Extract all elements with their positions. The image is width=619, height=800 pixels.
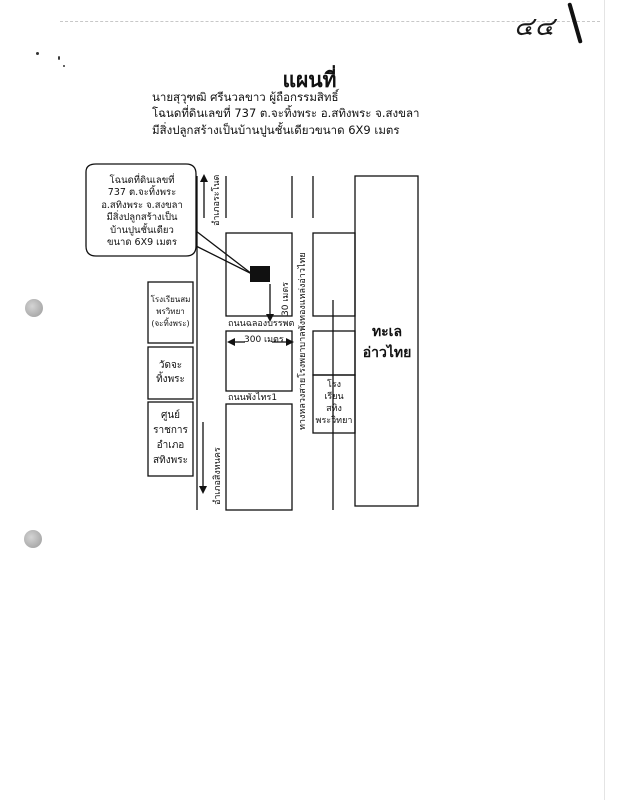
school-west-label: โรงเรียนสม พรวิทยา (จะทิ้งพระ) <box>150 295 191 328</box>
lower-block <box>226 404 292 510</box>
callout-pointer <box>196 231 252 274</box>
callout-line: มีสิ่งปลูกสร้างเป็น <box>106 212 178 224</box>
chalong-banpot-road-label: ถนนฉลองบรรพต <box>228 319 295 329</box>
callout-line: ขนาด 6X9 เมตร <box>107 237 177 249</box>
gulf-of-thailand-label: ทะเล อ่าวไทย <box>362 324 412 361</box>
phang-phrai-road-label: ถนนพังไทร1 <box>228 393 278 403</box>
callout-line: บ้านปูนชั้นเดียว <box>110 224 174 236</box>
ranot-road-label: อำเภอระโนด <box>212 174 222 226</box>
callout-line: โฉนดที่ดินเลขที่ <box>109 175 175 186</box>
deed-line: โฉนดที่ดินเลขที่ 737 ต.จะทิ้งพระ อ.สทิงพระ จ.สงขลา <box>152 106 420 120</box>
temple-label: วัดจะ ทิ้งพระ <box>156 360 185 385</box>
middle-east-block <box>313 331 355 375</box>
distance-30m-label: 30 เมตร <box>281 281 291 316</box>
callout-pointer <box>196 246 252 274</box>
upper-east-block <box>313 233 355 316</box>
owner-line: นายสุวุฑฒิ ศรีนวลขาว ผู้ถือกรรมสิทธิ์ <box>152 90 339 104</box>
distance-300m-label: 300 เมตร <box>244 335 284 345</box>
callout-line: อ.สทิงพระ จ.สงขลา <box>101 199 183 211</box>
gov-center-label: ศูนย์ ราชการ อำเภอ สทิงพระ <box>153 410 188 466</box>
singhanakhon-road-label: อำเภอสิงหนคร <box>213 447 223 505</box>
highway-road-label: ทางหลวงสายโรงพยาบาลพังทองแหล่งอ่าวไทย <box>298 252 308 430</box>
callout-line: 737 ต.จะทิ้งพระ <box>107 187 177 199</box>
house-marker <box>250 266 270 282</box>
building-line: มีสิ่งปลูกสร้างเป็นบ้านปูนชั้นเดียวขนาด 6X9 เมตร <box>152 123 400 137</box>
page-number: ๔๔ <box>514 12 556 42</box>
callout-text <box>90 175 194 249</box>
page-title: แผนที่ <box>282 68 337 92</box>
school-east-label: โรง เรียน สทิง พระวิทยา <box>315 380 353 426</box>
